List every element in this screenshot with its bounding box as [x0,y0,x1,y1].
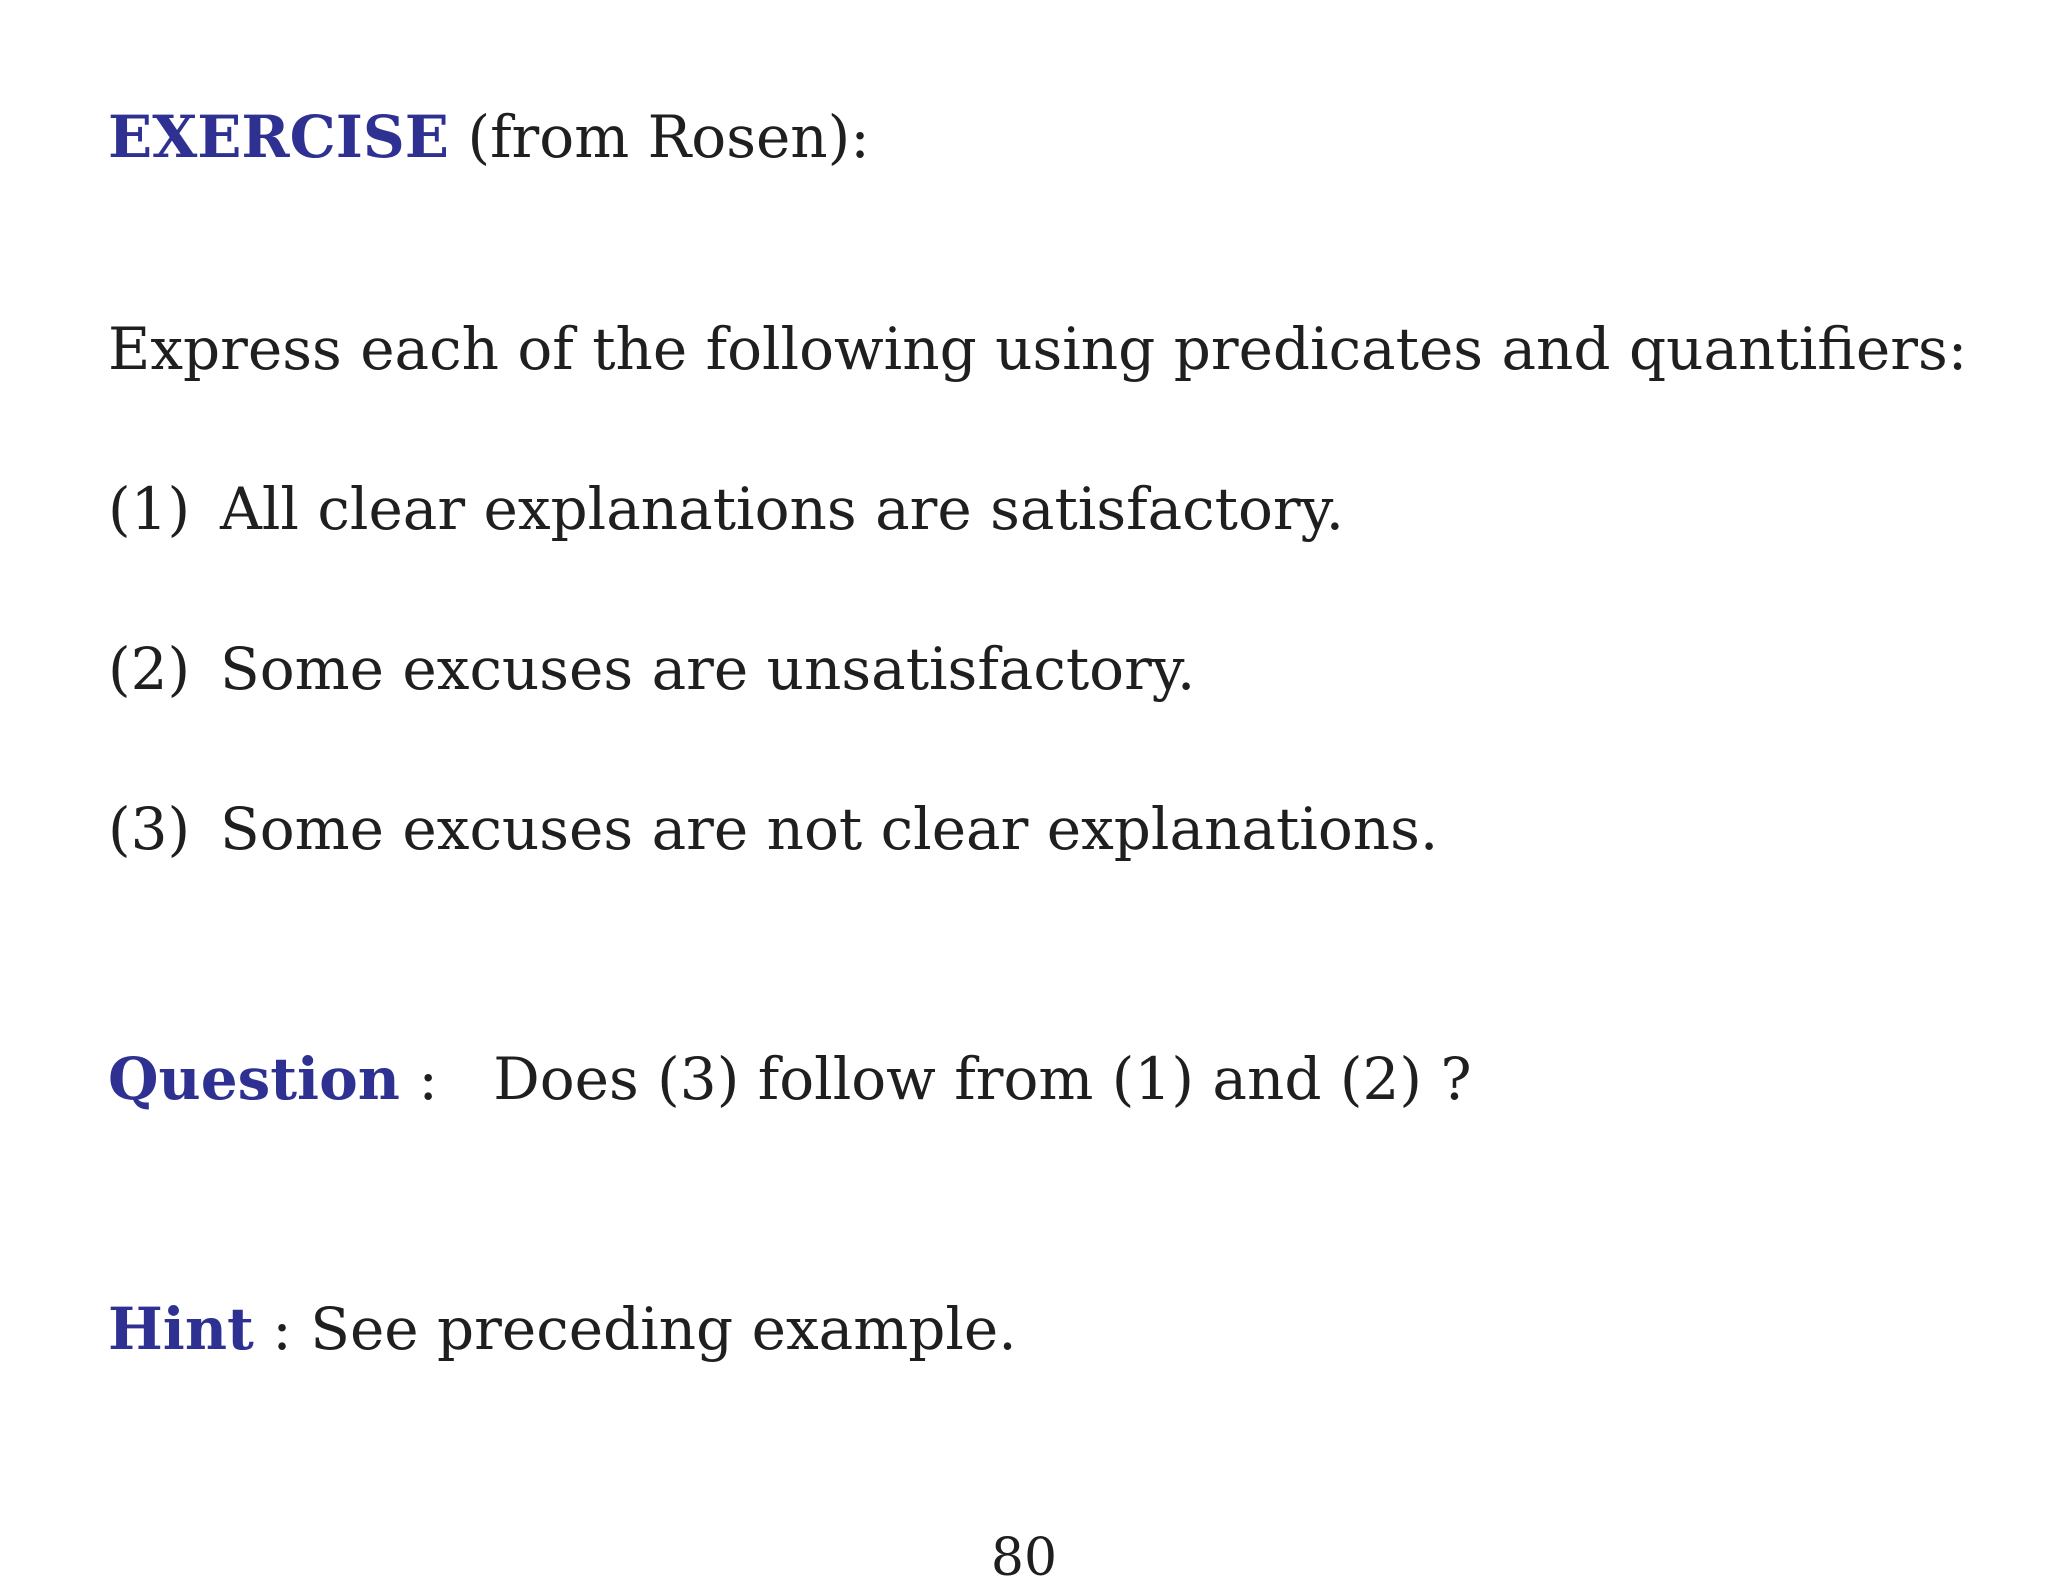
item-text: Some excuses are not clear explanations. [220,795,1439,863]
list-item [108,475,1345,543]
question-label: Question [108,1045,400,1113]
exercise-heading [108,103,870,171]
instruction-text: Express each of the following using predicates and quantifiers: [108,315,1968,383]
exercise-source: (from Rosen): [467,103,870,171]
hint-line [108,1295,1017,1363]
question-line [108,1045,1472,1113]
item-text: All clear explanations are satisfactory. [220,475,1345,543]
list-item [108,635,1196,703]
question-separator: : [418,1045,438,1113]
exercise-label: EXERCISE [108,103,450,171]
question-text: Does (3) follow from (1) and (2) ? [493,1045,1472,1113]
item-number: (1) [108,475,191,543]
hint-label: Hint [108,1295,254,1363]
list-item [108,795,1439,863]
hint-separator: : [272,1295,292,1363]
item-number: (3) [108,795,191,863]
item-text: Some excuses are unsatisfactory. [220,635,1196,703]
hint-text: See preceding example. [310,1295,1017,1363]
page-number: 80 [990,1528,1058,1588]
item-number: (2) [108,635,191,703]
